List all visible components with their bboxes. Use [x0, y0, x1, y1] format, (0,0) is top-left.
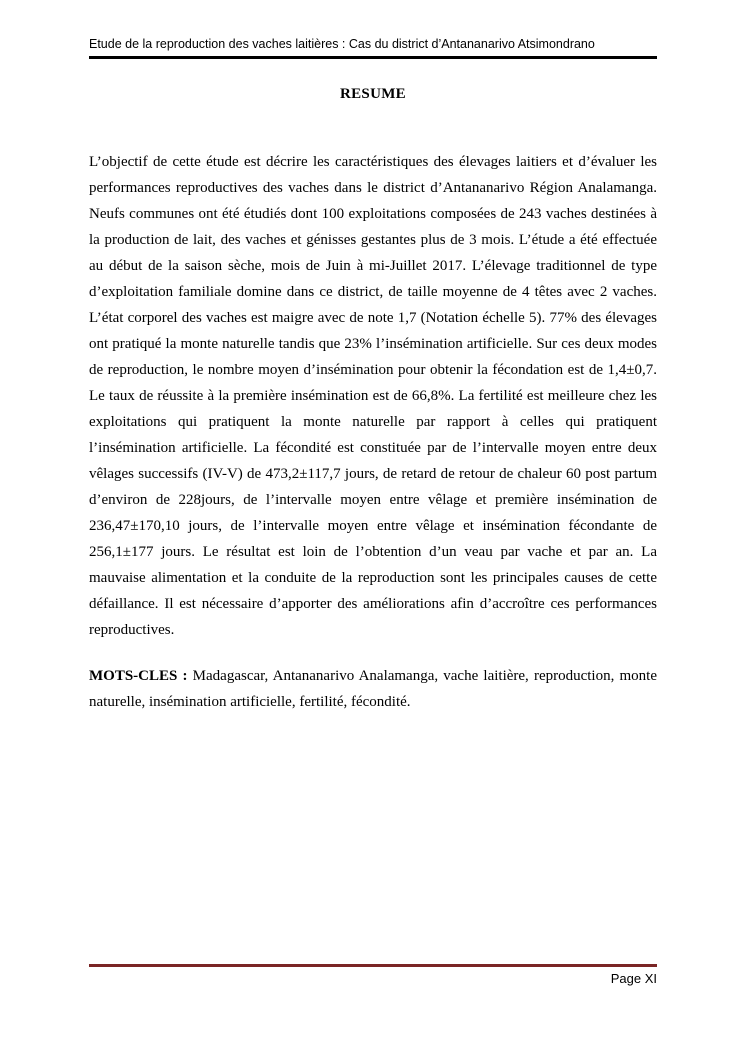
keywords-text: Madagascar, Antananarivo Analamanga, vache laitière, reproduction, monte naturelle, insémination artificielle, fertilité, fécondité. [89, 668, 657, 710]
keywords-label: MOTS-CLES : [89, 668, 188, 684]
page-number: Page XI [610, 971, 657, 986]
page-header [89, 37, 657, 59]
header-rule [89, 56, 657, 59]
footer-rule [89, 964, 657, 967]
abstract-paragraph: L’objectif de cette étude est décrire les caractéristiques des élevages laitiers et d’évaluer les performances reproductives des vaches dans le district d’Antananarivo Région Analamanga. Neufs communes ont été étudiés dont 100 exploitations composées de 243 vaches destinées à la production de lait, des vaches et génisses gestantes plus de 3 mois. L’étude a été effectuée au début de la saison sèche, mois de Juin à mi-Juillet 2017. L’élevage traditionnel de type d’exploitation familiale domine dans ce district, de taille moyenne de 4 têtes avec 2 vaches. L’état corporel des vaches est maigre avec de note 1,7 (Notation échelle 5). 77% des élevages ont pratiqué la monte naturelle tandis que 23% l’insémination artificielle. Sur ces deux modes de reproduction, le nombre moyen d’insémination pour obtenir la fécondation est de 1,4±0,7. Le taux de réussite à la première insémination est de 66,8%. La fertilité est meilleure chez les exploitations qui pratiquent la monte naturelle par rapport à celles qui pratiquent l’insémination artificielle. La fécondité est constituée par de l’intervalle moyen entre deux vêlages successifs (IV-V) de 473,2±117,7 jours, de retard de retour de chaleur 60 post partum d’environ de 228jours, de l’intervalle moyen entre vêlage et première insémination de 236,47±170,10 jours, de l’intervalle moyen entre vêlage et insémination fécondante de 256,1±177 jours. Le résultat est loin de l’obtention d’un veau par vache et par an. La mauvaise alimentation et la conduite de la reproduction sont les principales causes de cette défaillance. Il est nécessaire d’apporter des améliorations afin d’accroître ces performances reproductives. [89, 154, 657, 638]
keywords-paragraph [89, 663, 657, 715]
running-head: Etude de la reproduction des vaches laitières : Cas du district d’Antananarivo Atsimondrano [89, 37, 595, 51]
page-footer [89, 964, 657, 986]
section-title: RESUME [340, 86, 406, 102]
page-content [89, 86, 657, 715]
